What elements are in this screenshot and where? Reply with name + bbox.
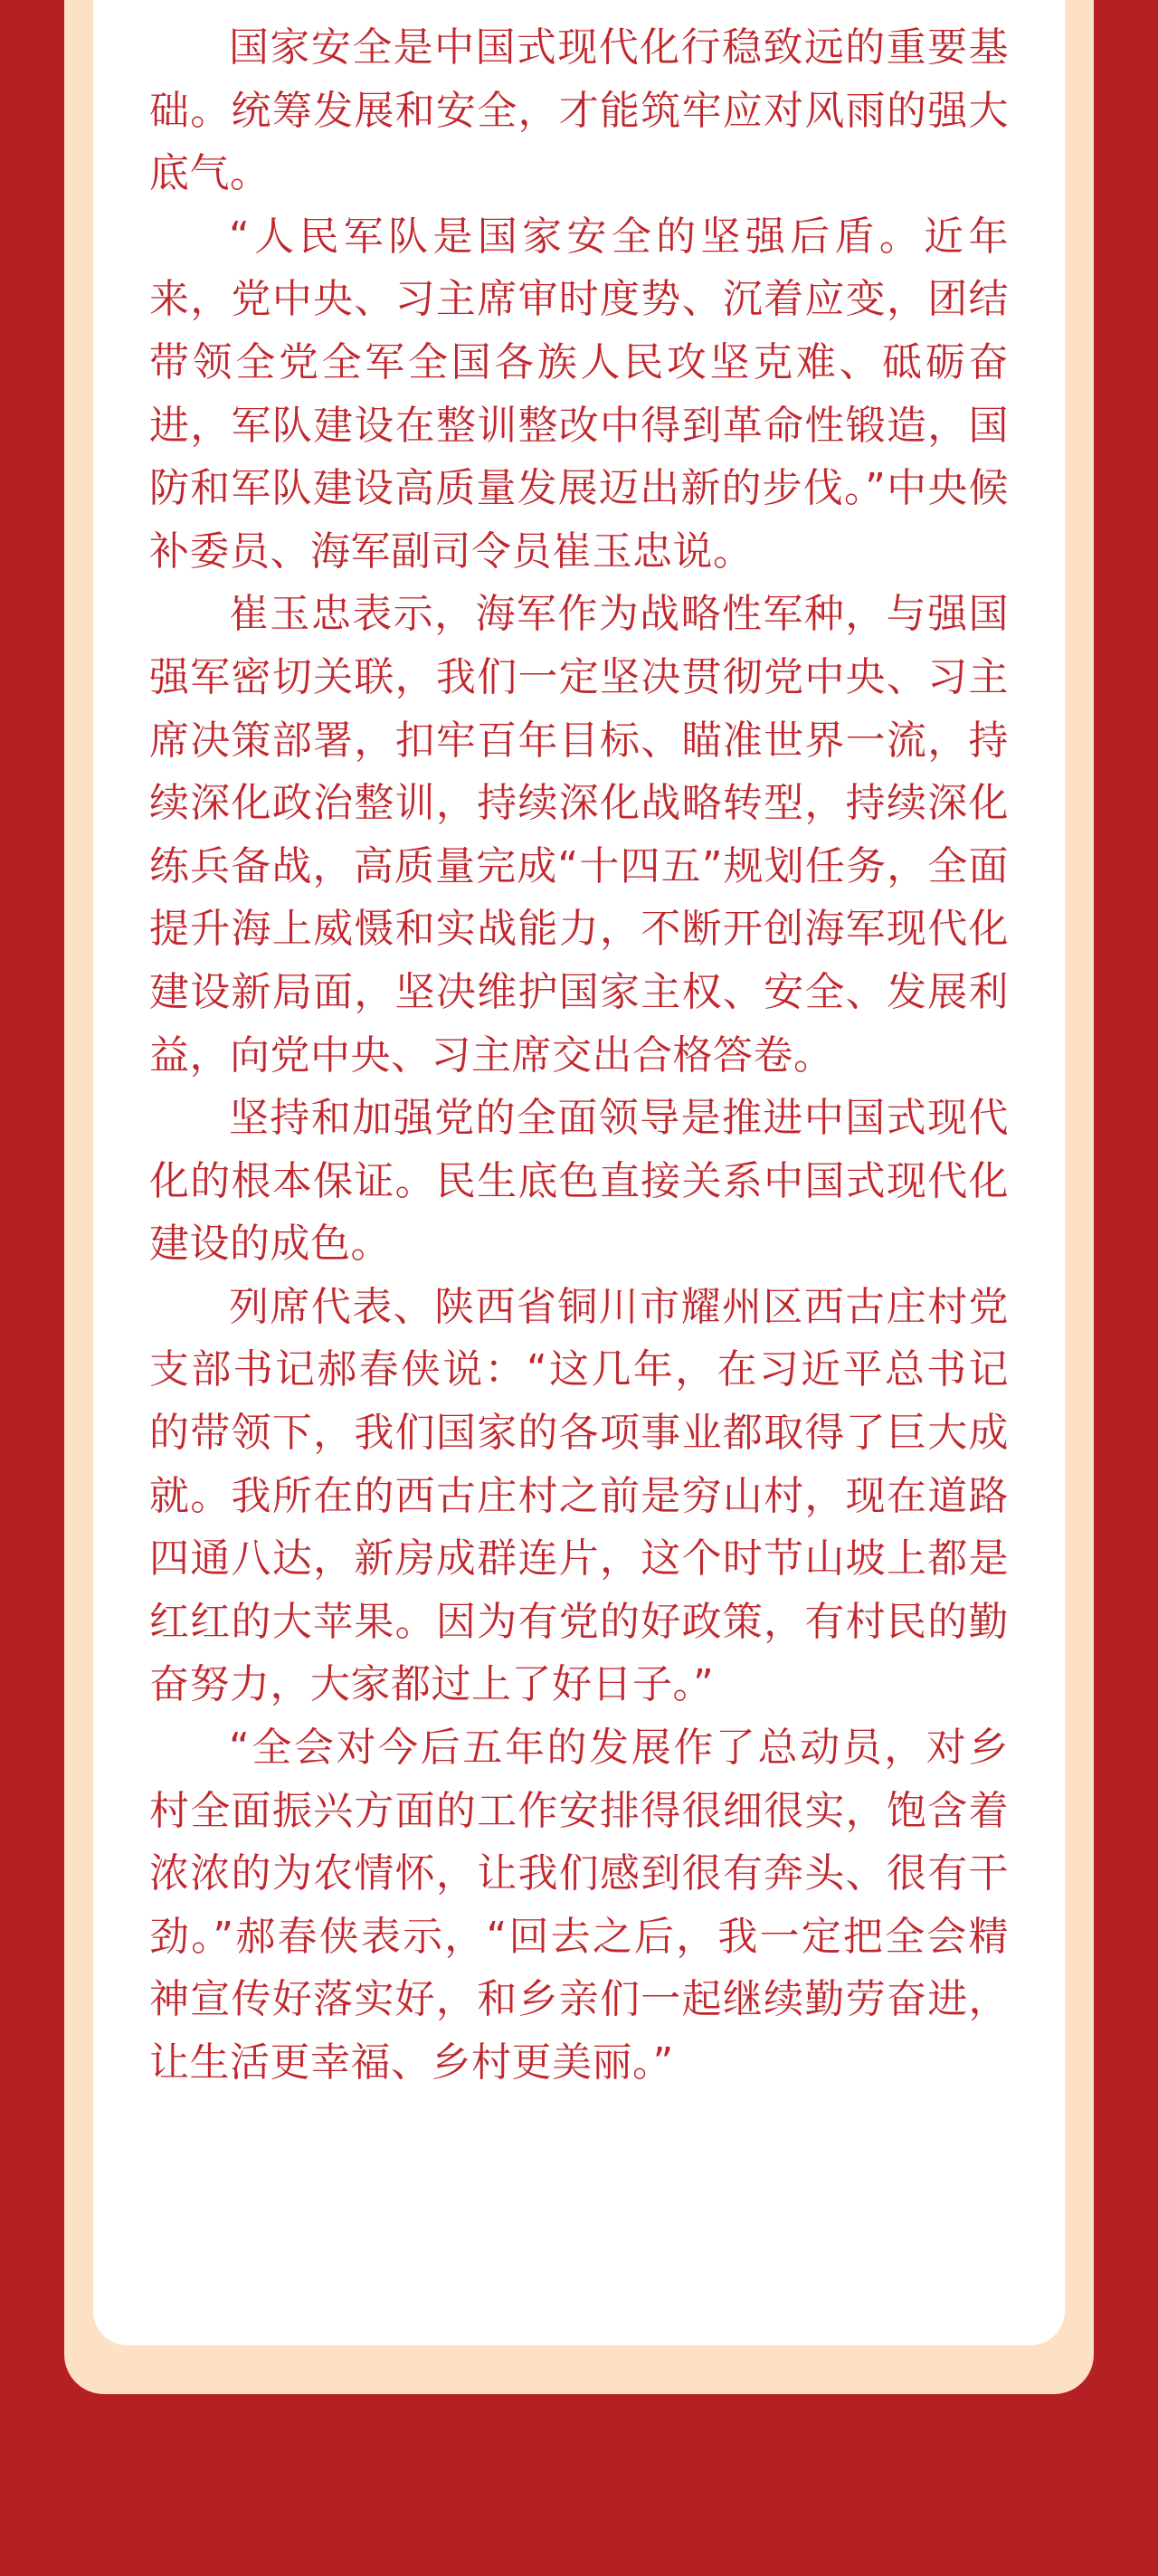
article-paragraph-5: 列席代表、陕西省铜川市耀州区西古庄村党支部书记郝春侠说：“这几年，在习近平总书记的带领下，我们国家的各项事业都取得了巨大成就。我所在的西古庄村之前是穷山村，现在道路四通八达，新房成群连片，这个时节山坡上都是红红的大苹果。因为有党的好政策，有村民的勤奋努力，大家都过上了好日子。” xyxy=(149,1283,1009,1708)
article-paragraph-6: “全会对今后五年的发展作了总动员，对乡村全面振兴方面的工作安排得很细很实，饱含着浓浓的为农情怀，让我们感到很有奔头、很有干劲。”郝春侠表示，“回去之后，我一定把全会精神宣传好落实好，和乡亲们一起继续勤劳奋进，让生活更幸福、乡村更美丽。” xyxy=(149,1725,1009,2086)
article-paragraph-3: 崔玉忠表示，海军作为战略性军种，与强国强军密切关联，我们一定坚决贯彻党中央、习主席决策部署，扣牢百年目标、瞄准世界一流，持续深化政治整训，持续深化战略转型，持续深化练兵备战，高质量完成“十四五”规划任务，全面提升海上威慑和实战能力，不断开创海军现代化建设新局面，坚决维护国家主权、安全、发展利益，向党中央、习主席交出合格答卷。 xyxy=(149,591,1009,1079)
article-paragraph-4: 坚持和加强党的全面领导是推进中国式现代化的根本保证。民生底色直接关系中国式现代化建设的成色。 xyxy=(149,1095,1009,1268)
article-body xyxy=(149,16,1009,2095)
article-paragraph-1: 国家安全是中国式现代化行稳致远的重要基础。统筹发展和安全，才能筑牢应对风雨的强大底气。 xyxy=(149,24,1009,197)
article-paragraph-2: “人民军队是国家安全的坚强后盾。近年来，党中央、习主席审时度势、沉着应变，团结带领全党全军全国各族人民攻坚克难、砥砺奋进，军队建设在整训整改中得到革命性锻造，国防和军队建设高质量发展迈出新的步伐。”中央候补委员、海军副司令员崔玉忠说。 xyxy=(149,213,1009,575)
